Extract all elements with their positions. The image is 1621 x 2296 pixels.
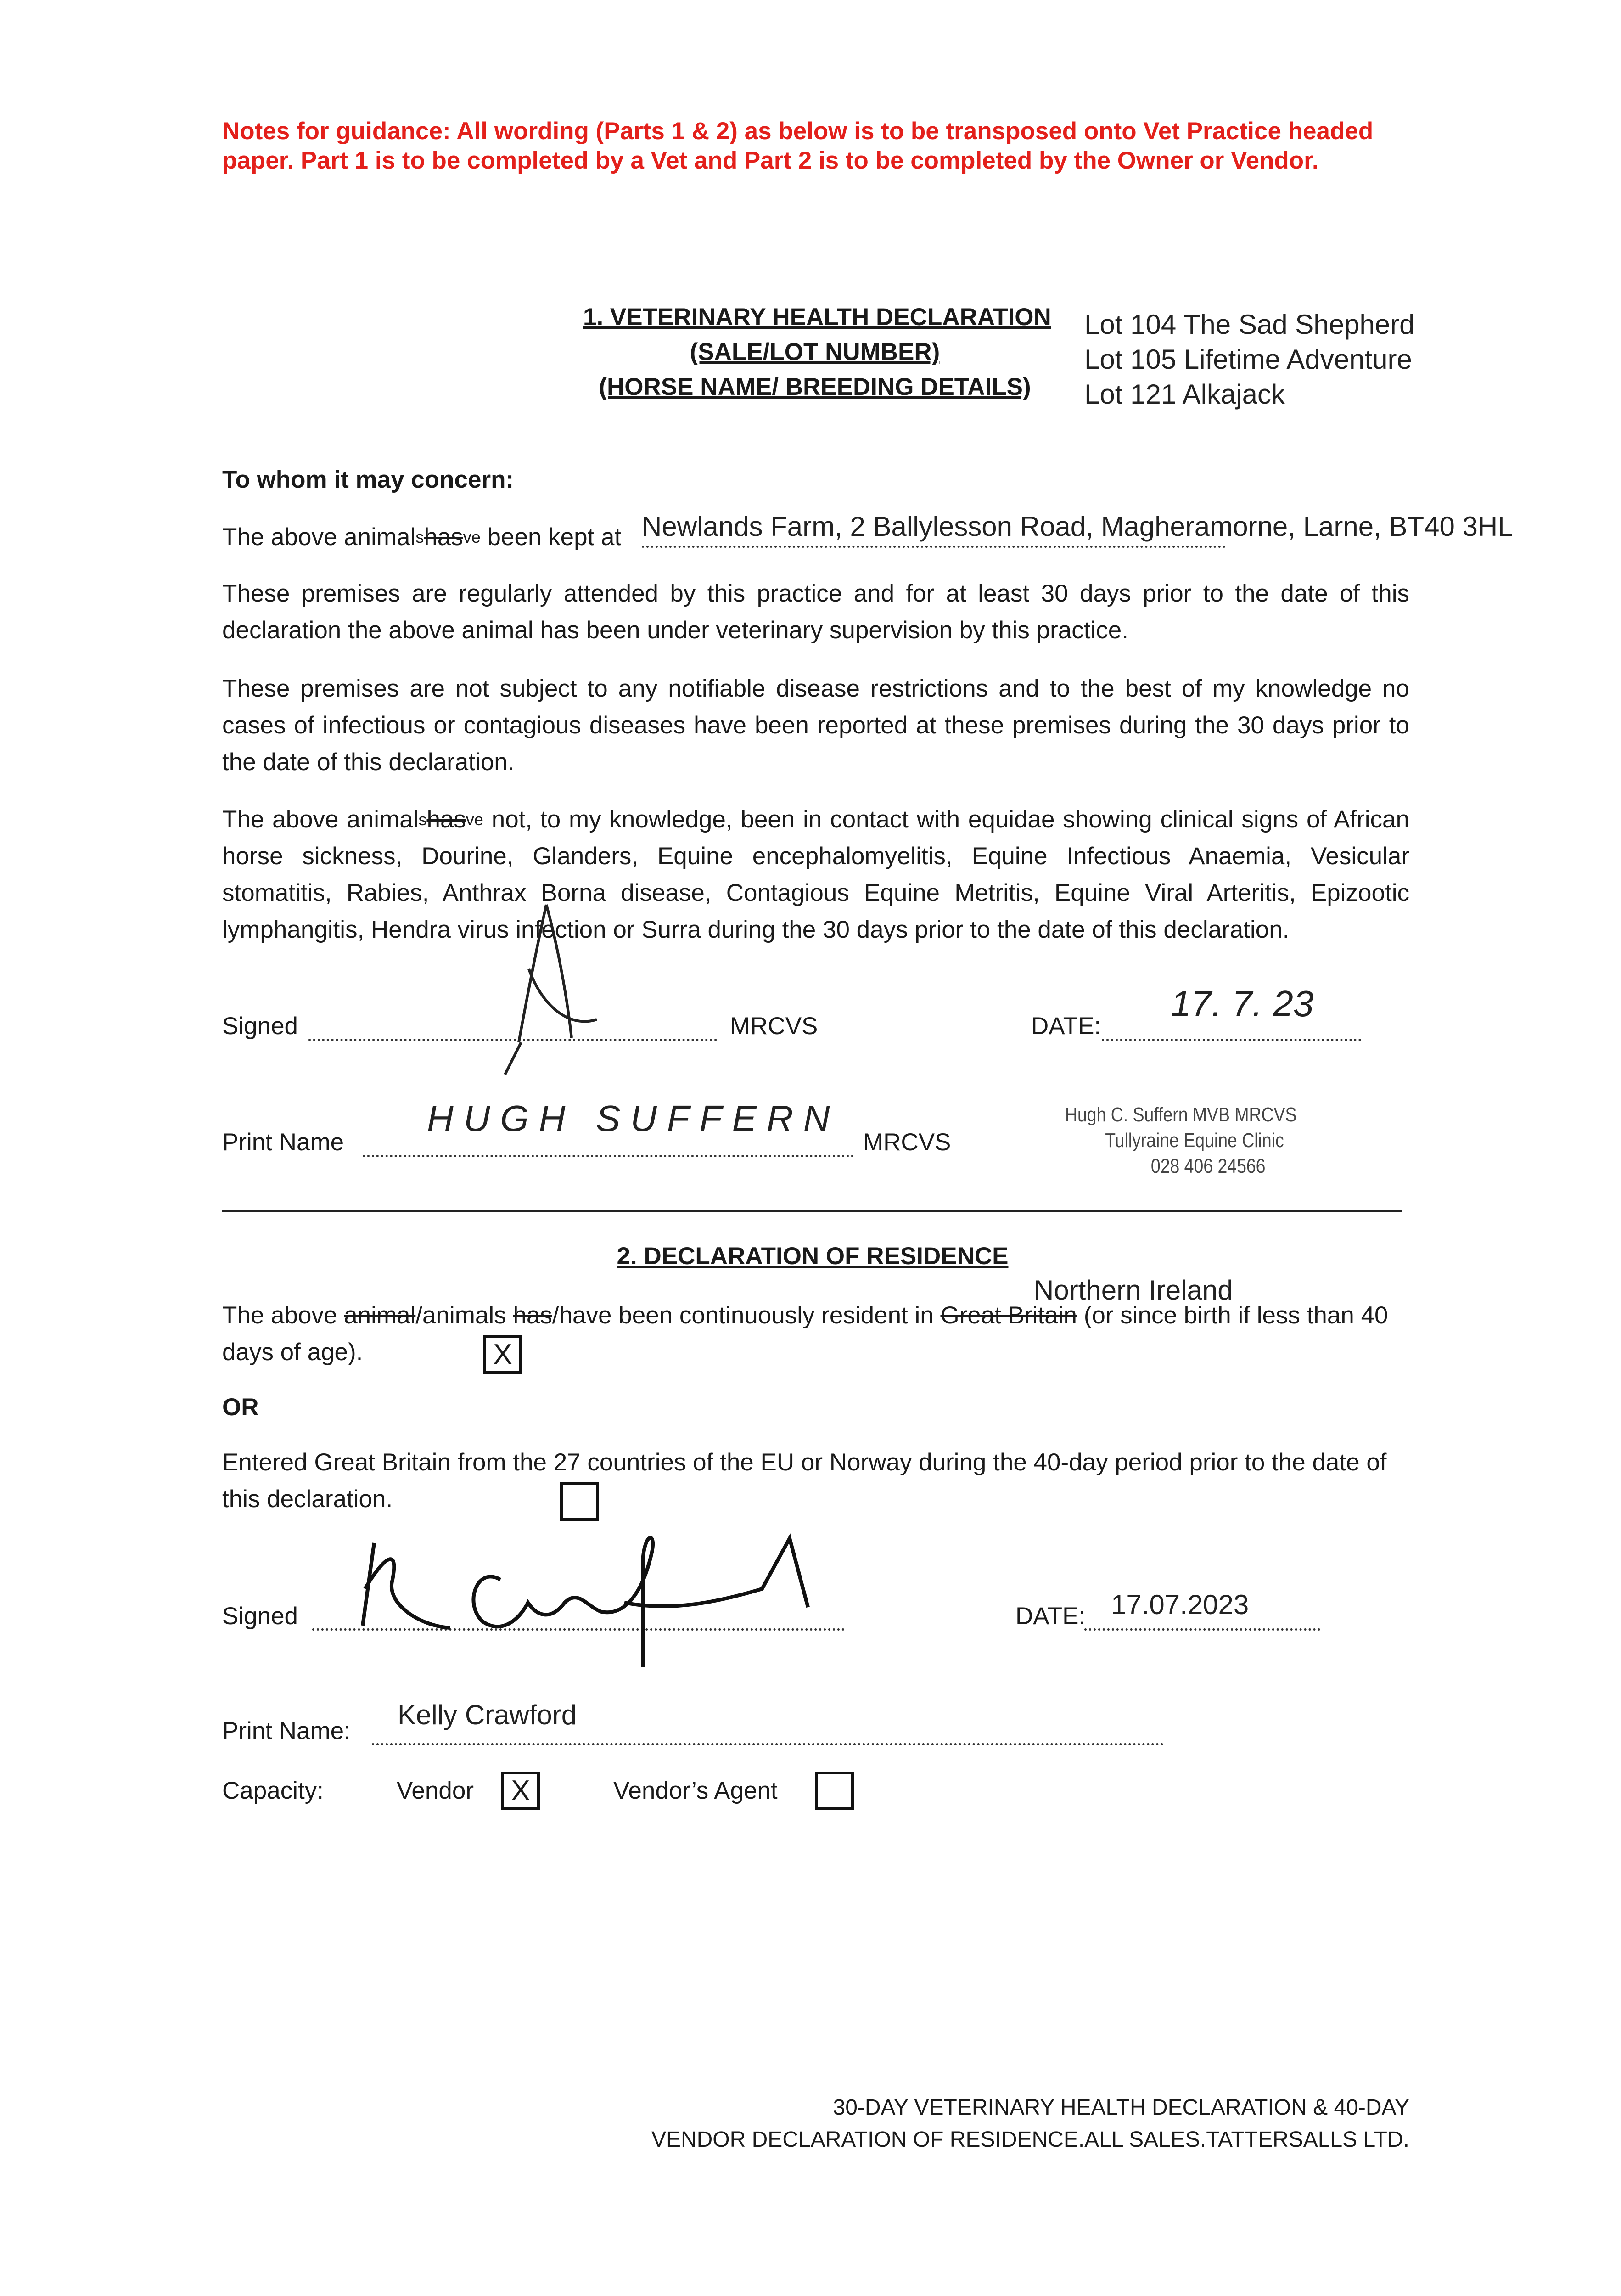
sale-lot-heading: (SALE/LOT NUMBER) [690,338,940,366]
lot-entry: Lot 105 Lifetime Adventure [1084,344,1412,375]
residence-paragraph: The above animal/animals has/have been continuously resident in Great Britain (or since birth if less than 40 days of age). [222,1302,1388,1366]
vet-signed-label: Signed [222,1013,298,1040]
part2-title: 2. DECLARATION OF RESIDENCE [617,1243,1009,1270]
lot-entry: Lot 121 Alkajack [1084,379,1285,410]
footer: 30-DAY VETERINARY HEALTH DECLARATION & 40-DAY VENDOR DECLARATION OF RESIDENCE.ALL SALES.TATTERSALLS LTD. [651,2095,1409,2152]
vendor-signature [349,1511,831,1676]
capacity-label: Capacity: [222,1777,324,1804]
agent-label: Vendor’s Agent [613,1777,778,1804]
vendor-print-name-label: Print Name: [222,1717,351,1745]
vet-print-mrcvs-label: MRCVS [863,1129,951,1156]
or-label: OR [222,1394,259,1421]
vet-print-name-value: HUGH SUFFERN [427,1098,840,1139]
address-line [642,546,1226,548]
agent-checkbox[interactable] [815,1772,854,1810]
section-divider [222,1210,1402,1212]
kept-at-label: The above animal$^s$has$^{ve}$ been kept at [222,523,622,551]
guidance-note: Notes for guidance: All wording (Parts 1 & 2) as below is to be transposed onto Vet Practice headed paper. Part 1 is to be completed by a Vet and Part 2 is to be completed by the Owner or Vendor. [222,118,1374,174]
vendor-date-line [1084,1628,1320,1631]
vet-signature [477,891,615,1097]
residence-checkbox[interactable]: X [483,1335,522,1374]
horse-name-heading: (HORSE NAME/ BREEDING DETAILS) [599,373,1031,400]
vet-mrcvs-label: MRCVS [730,1013,818,1040]
vendor-checkbox[interactable]: X [501,1772,540,1810]
premises-address: Newlands Farm, 2 Ballylesson Road, Magheramorne, Larne, BT40 3HL [642,511,1513,542]
contact-paragraph: The above animal$^s$has$^{ve}$ not, to my knowledge, been in contact with equidae showing clinical signs of African horse sickness, Dourine, Glanders, Equine encephalomyelitis, Equine Infectious Anaemia, Vesicular stomatitis, Rabies, Anthrax Borna disease, Contagious Equine Metritis, Equine Viral Arteritis, Epizootic lymphangitis, Hendra virus infection or Surra during the 30 days prior to the date of this declaration. [222,806,1409,943]
lot-entry: Lot 104 The Sad Shepherd [1084,309,1415,340]
region-handwritten: Northern Ireland [1034,1275,1233,1306]
part1-title: 1. VETERINARY HEALTH DECLARATION [583,304,1051,331]
vet-print-name-line [363,1155,854,1157]
vendor-print-name-line [372,1743,1164,1745]
vet-date-value: 17. 7. 23 [1171,983,1314,1024]
salutation: To whom it may concern: [222,466,514,493]
supervision-paragraph: These premises are regularly attended by this practice and for at least 30 days prior to the date of this declaration the above animal has been under veterinary supervision by this practice. [222,580,1409,644]
vendor-label: Vendor [397,1777,474,1804]
vet-date-label: DATE: [1031,1013,1101,1040]
entered-paragraph: Entered Great Britain from the 27 countries of the EU or Norway during the 40-day period prior to the date of this declaration. [222,1449,1387,1513]
vet-date-line [1102,1039,1361,1041]
vet-print-name-label: Print Name [222,1129,344,1156]
clinic-stamp: Hugh C. Suffern MVB MRCVS Tullyraine Equine Clinic 028 406 24566 [1065,1103,1297,1177]
vendor-date-value: 17.07.2023 [1111,1589,1249,1620]
vendor-signed-label: Signed [222,1603,298,1630]
restrictions-paragraph: These premises are not subject to any notifiable disease restrictions and to the best of my knowledge no cases of infectious or contagious diseases have been reported at these premises during the 30 days prior to the date of this declaration. [222,675,1409,776]
vendor-print-name-value: Kelly Crawford [398,1699,577,1730]
vendor-date-label: DATE: [1015,1603,1086,1630]
